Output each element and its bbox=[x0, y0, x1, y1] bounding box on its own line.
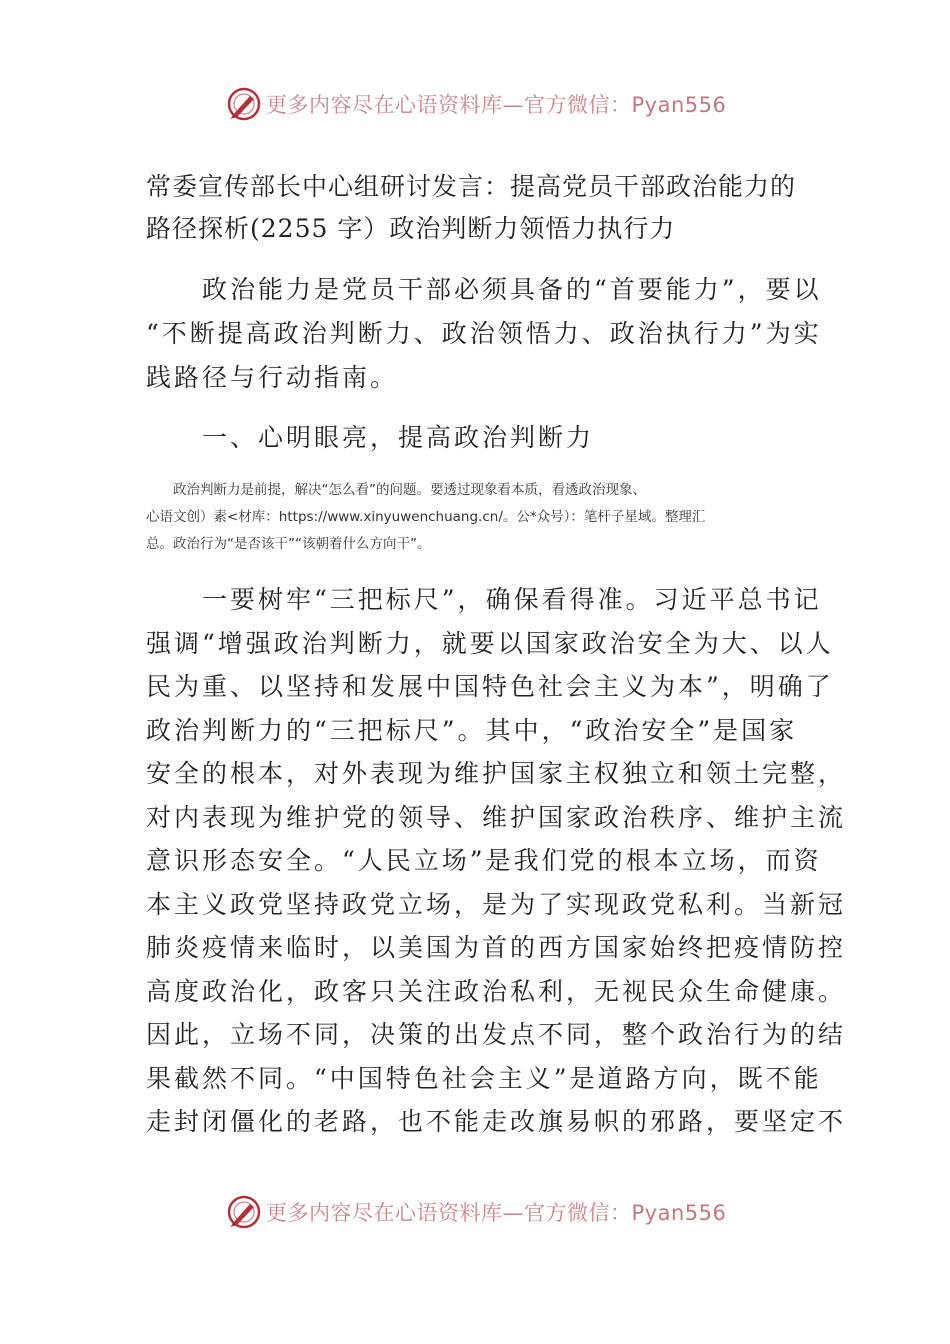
text-line: 民为重、以坚持和发展中国特色社会主义为本”，明确了 bbox=[146, 672, 834, 701]
intro-paragraph bbox=[146, 268, 822, 400]
body-paragraph bbox=[146, 578, 847, 1144]
footer-banner bbox=[226, 1192, 726, 1232]
text-line: 走封闭僵化的老路，也不能走改旗易帜的邪路，要坚定不 bbox=[146, 1107, 847, 1136]
text-line: 本主义政党坚持政党立场，是为了实现政党私利。当新冠 bbox=[146, 889, 847, 919]
header-banner bbox=[226, 84, 726, 124]
text-line: “不断提高政治判断力、政治领悟力、政治执行力”为实 bbox=[146, 319, 822, 348]
banner-text: 更多内容尽在心语资料库—官方微信：Pyan556 bbox=[266, 93, 727, 117]
small-note bbox=[146, 477, 816, 558]
text-line: 政治能力是党员干部必须具备的“首要能力”，要以 bbox=[146, 275, 822, 304]
text-line: 肺炎疫情来临时，以美国为首的西方国家始终把疫情防控 bbox=[146, 933, 847, 962]
note-line: 心语文创）素<材库：https://www.xinyuwenchuang.cn/。公*众号）：笔杆子星域。整理汇 bbox=[146, 509, 706, 525]
page-title bbox=[146, 166, 816, 250]
pen-logo-icon bbox=[226, 86, 262, 122]
wechat-id: Pyan556 bbox=[631, 93, 727, 117]
wechat-id: Pyan556 bbox=[631, 1201, 727, 1225]
text-line: 高度政治化，政客只关注政治私利，无视民众生命健康。 bbox=[146, 976, 847, 1006]
note-line: 政治判断力是前提，解决“怎么看”的问题。要透过现象看本质，看透政治现象、 bbox=[146, 482, 646, 498]
pen-logo-icon bbox=[226, 1194, 262, 1230]
title-line: 路径探析(2255 字）政治判断力领悟力执行力 bbox=[146, 214, 676, 243]
text-line: 意识形态安全。“人民立场”是我们党的根本立场，而资 bbox=[146, 846, 822, 875]
title-line: 常委宣传部长中心组研讨发言：提高党员干部政治能力的 bbox=[146, 172, 797, 201]
text-line: 政治判断力的“三把标尺”。其中，“政治安全”是国家 bbox=[146, 715, 798, 745]
heading-text: 一、心明眼亮，提高政治判断力 bbox=[146, 423, 595, 452]
text-line: 果截然不同。“中国特色社会主义”是道路方向，既不能 bbox=[146, 1063, 822, 1093]
text-line: 一要树牢“三把标尺”，确保看得准。习近平总书记 bbox=[146, 585, 822, 614]
section-heading bbox=[146, 418, 816, 458]
note-line: 总。政治行为“是否该干”“该朝着什么方向干”。 bbox=[146, 536, 431, 552]
text-line: 强调“增强政治判断力，就要以国家政治安全为大、以人 bbox=[146, 628, 834, 658]
banner-text: 更多内容尽在心语资料库—官方微信：Pyan556 bbox=[266, 1201, 727, 1225]
text-line: 对内表现为维护党的领导、维护国家政治秩序、维护主流 bbox=[146, 802, 847, 832]
text-line: 践路径与行动指南。 bbox=[146, 363, 399, 392]
text-line: 安全的根本，对外表现为维护国家主权独立和领土完整， bbox=[146, 759, 847, 788]
text-line: 因此，立场不同，决策的出发点不同，整个政治行为的结 bbox=[146, 1020, 847, 1049]
